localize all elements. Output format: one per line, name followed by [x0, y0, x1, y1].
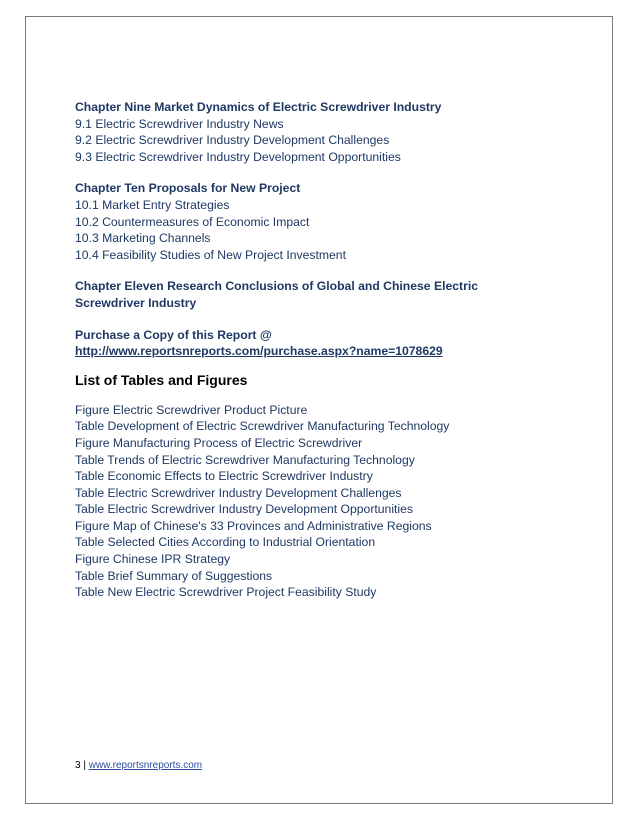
list-item: Table Development of Electric Screwdriver Manufacturing Technology [75, 419, 450, 434]
chapter-item: 10.1 Market Entry Strategies [75, 197, 230, 212]
chapter-nine-section [75, 99, 565, 165]
chapter-item: 9.2 Electric Screwdriver Industry Development Challenges [75, 133, 390, 148]
tables-figures-list [75, 402, 565, 601]
chapter-eleven-title: Chapter Eleven Research Conclusions of Global and Chinese Electric Screwdriver Industry [75, 279, 478, 310]
chapter-nine-title: Chapter Nine Market Dynamics of Electric Screwdriver Industry [75, 100, 442, 114]
spacer [75, 263, 565, 278]
chapter-item: 9.1 Electric Screwdriver Industry News [75, 116, 284, 131]
list-item: Table Electric Screwdriver Industry Development Challenges [75, 485, 402, 500]
list-item: Table New Electric Screwdriver Project Feasibility Study [75, 585, 377, 600]
chapter-item: 10.3 Marketing Channels [75, 231, 211, 246]
chapter-ten-section [75, 180, 565, 263]
list-item: Table Economic Effects to Electric Screwdriver Industry [75, 469, 373, 484]
spacer [75, 165, 565, 180]
footer-site-link[interactable]: www.reportsnreports.com [88, 760, 203, 771]
purchase-link[interactable]: http://www.reportsnreports.com/purchase.aspx?name=1078629 [75, 344, 443, 359]
spacer [75, 312, 565, 327]
chapter-item: 9.3 Electric Screwdriver Industry Development Opportunities [75, 149, 401, 164]
list-item: Table Electric Screwdriver Industry Development Opportunities [75, 502, 414, 517]
chapter-ten-title: Chapter Ten Proposals for New Project [75, 181, 301, 196]
list-item: Table Trends of Electric Screwdriver Manufacturing Technology [75, 452, 415, 467]
list-item: Table Selected Cities According to Industrial Orientation [75, 535, 376, 550]
chapter-item: 10.2 Countermeasures of Economic Impact [75, 214, 310, 229]
document-body [75, 99, 565, 601]
list-item: Figure Electric Screwdriver Product Picture [75, 402, 308, 417]
purchase-section [75, 327, 565, 360]
footer-separator: | [83, 760, 86, 771]
list-item: Figure Manufacturing Process of Electric Screwdriver [75, 435, 363, 450]
page-footer [75, 760, 202, 771]
list-item: Figure Chinese IPR Strategy [75, 552, 231, 567]
list-of-tables-title: List of Tables and Figures [75, 371, 248, 388]
purchase-label: Purchase a Copy of this Report @ [75, 327, 272, 342]
chapter-eleven-section [75, 278, 565, 311]
list-item: Table Brief Summary of Suggestions [75, 568, 273, 583]
chapter-item: 10.4 Feasibility Studies of New Project Investment [75, 247, 346, 262]
page-number: 3 [75, 760, 81, 771]
list-item: Figure Map of Chinese's 33 Provinces and Administrative Regions [75, 518, 432, 533]
